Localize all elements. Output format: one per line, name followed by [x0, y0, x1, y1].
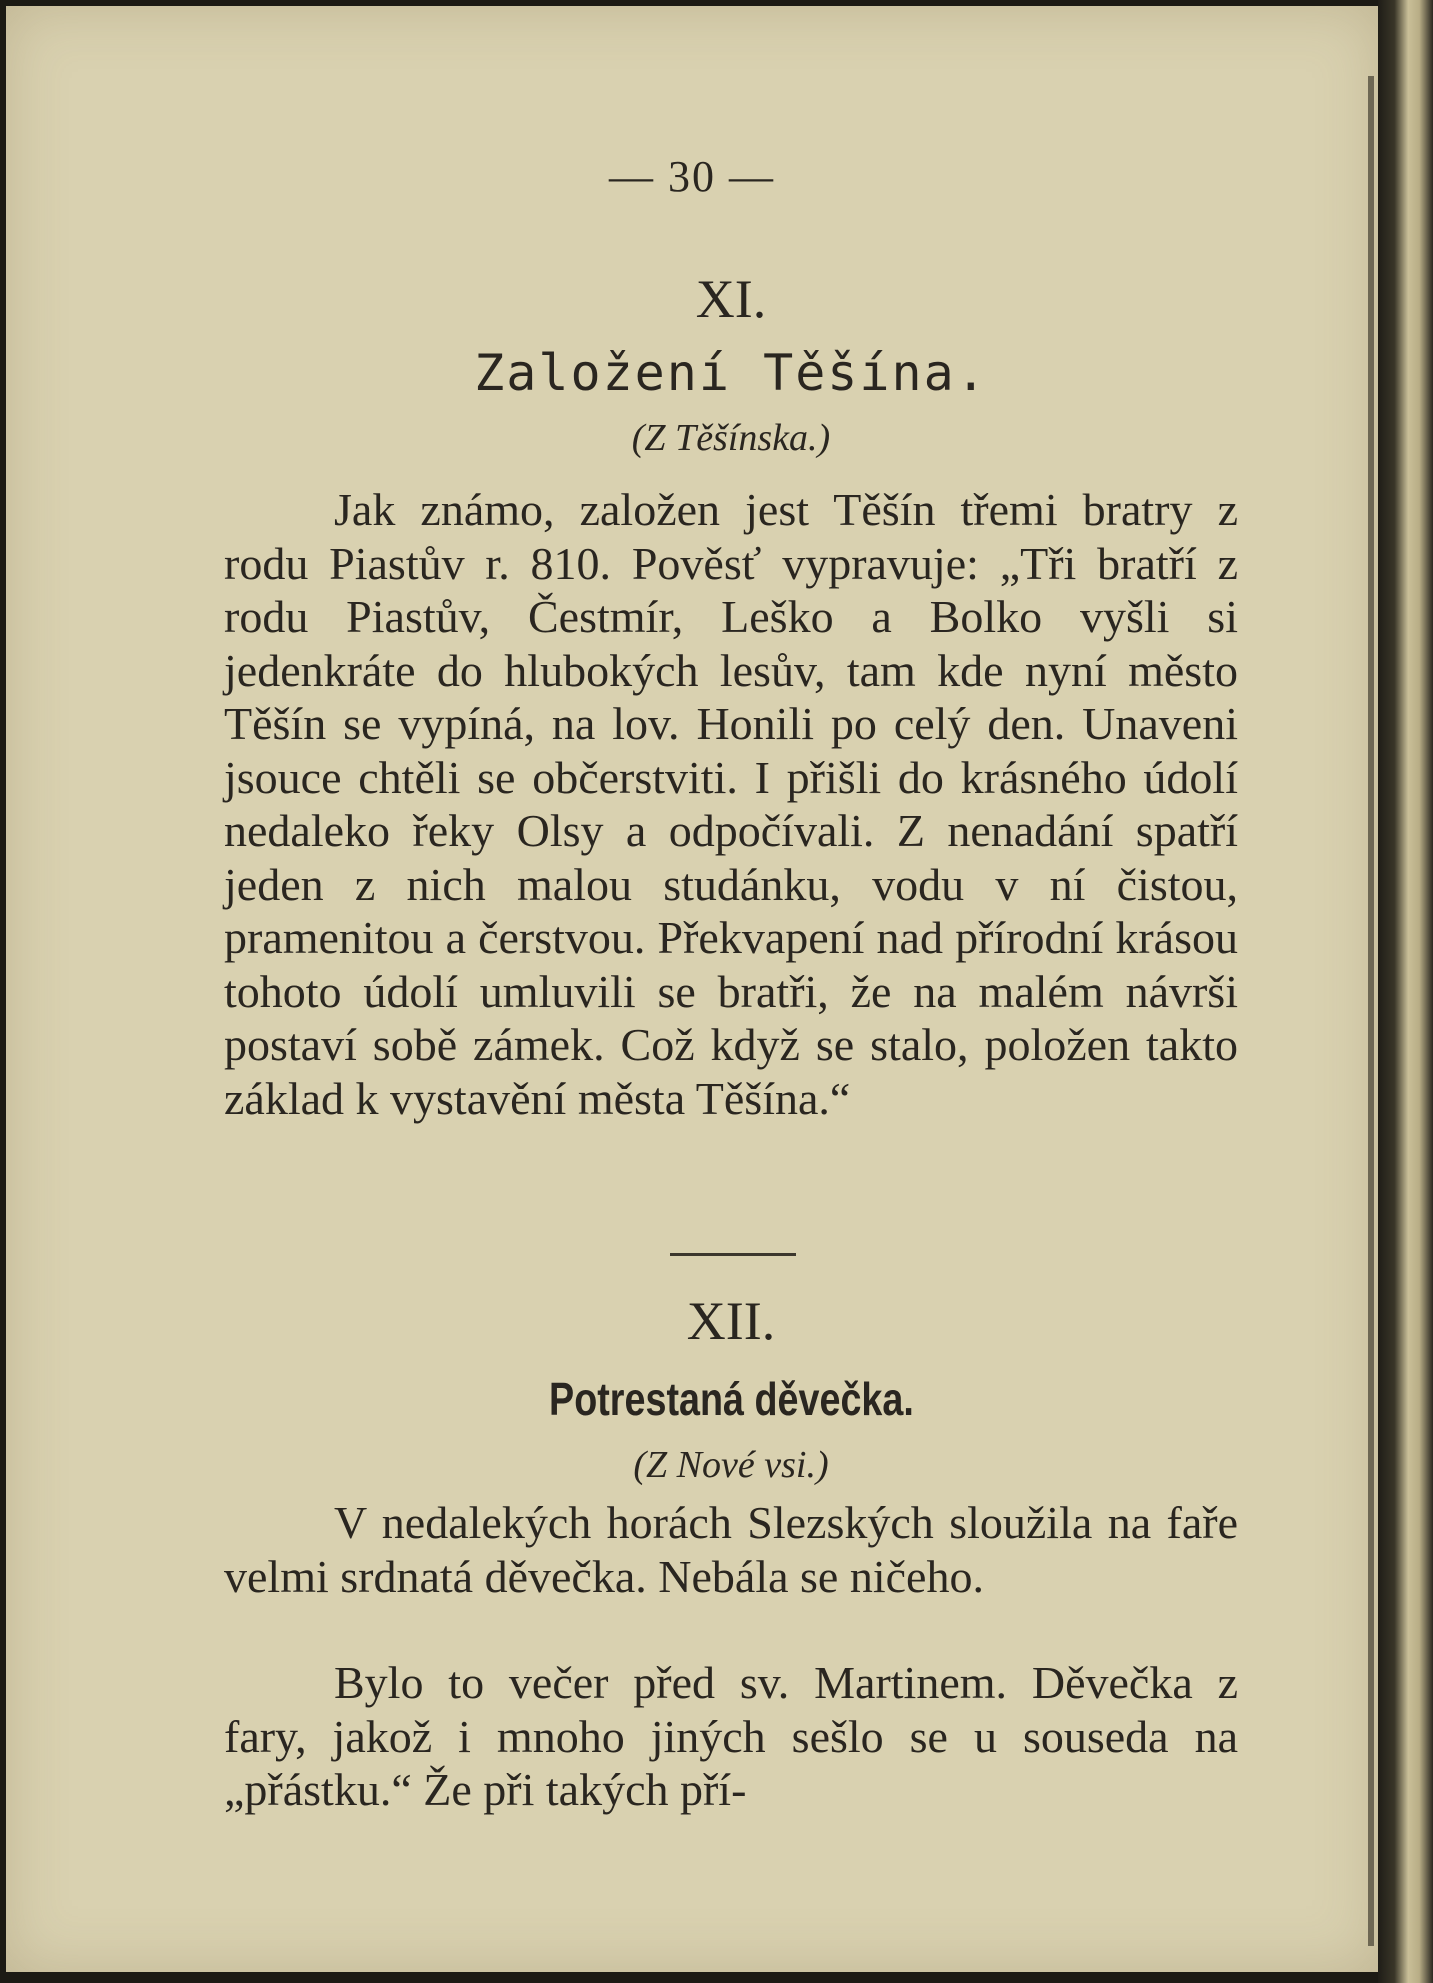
- page-number: — 30 —: [609, 152, 775, 201]
- body-paragraph: Jak známo, založen jest Těšín třemi bratry z rodu Piastův r. 810. Pověsť vypravuje: „Tři bratří z rodu Piastův, Čestmír, Leško a Bolko vyšli si jedenkráte do hlubokých lesův, tam kde nyní město Těšín se vypíná, na lov. Honili po celý den. Unaveni jsouce chtěli se občerstviti. I přišli do krásného údolí nedaleko řeky Olsy a odpočívali. Z nenadání spatří jeden z nich malou studánku, vodu v ní čistou, pramenitou a čerstvou. Překvapení nad přírodní krásou tohoto údolí umluvili se bratři, že na malém návrši postaví sobě zámek. Což když se stalo, položen takto základ k vystavění města Těšína.“: [224, 484, 1238, 1124]
- section-subtitle: (Z Těšínska.): [631, 417, 831, 459]
- section-title: [224, 1372, 1238, 1426]
- section-divider: [670, 1253, 796, 1256]
- adjacent-page-edge: [1378, 0, 1433, 1983]
- section-title-text: Potrestaná děvečka.: [548, 1373, 914, 1425]
- body-paragraph: V nedalekých horách Slezských sloužila na faře velmi srdnatá děvečka. Nebála se ničeho.: [224, 1497, 1238, 1602]
- section-numeral: XII.: [686, 1291, 776, 1351]
- section-numeral: XI.: [695, 269, 767, 329]
- section-subtitle: (Z Nové vsi.): [633, 1444, 829, 1486]
- book-page: [6, 6, 1378, 1972]
- body-paragraph: Bylo to večer před sv. Martinem. Děvečka z fary, jakož i mnoho jiných sešlo se u souseda na „přástku.“ Že při takých pří-: [224, 1657, 1238, 1815]
- section-title-text: Založení Těšína.: [474, 344, 988, 402]
- section-title: [224, 344, 1238, 402]
- page-binding-shadow: [1368, 76, 1374, 1946]
